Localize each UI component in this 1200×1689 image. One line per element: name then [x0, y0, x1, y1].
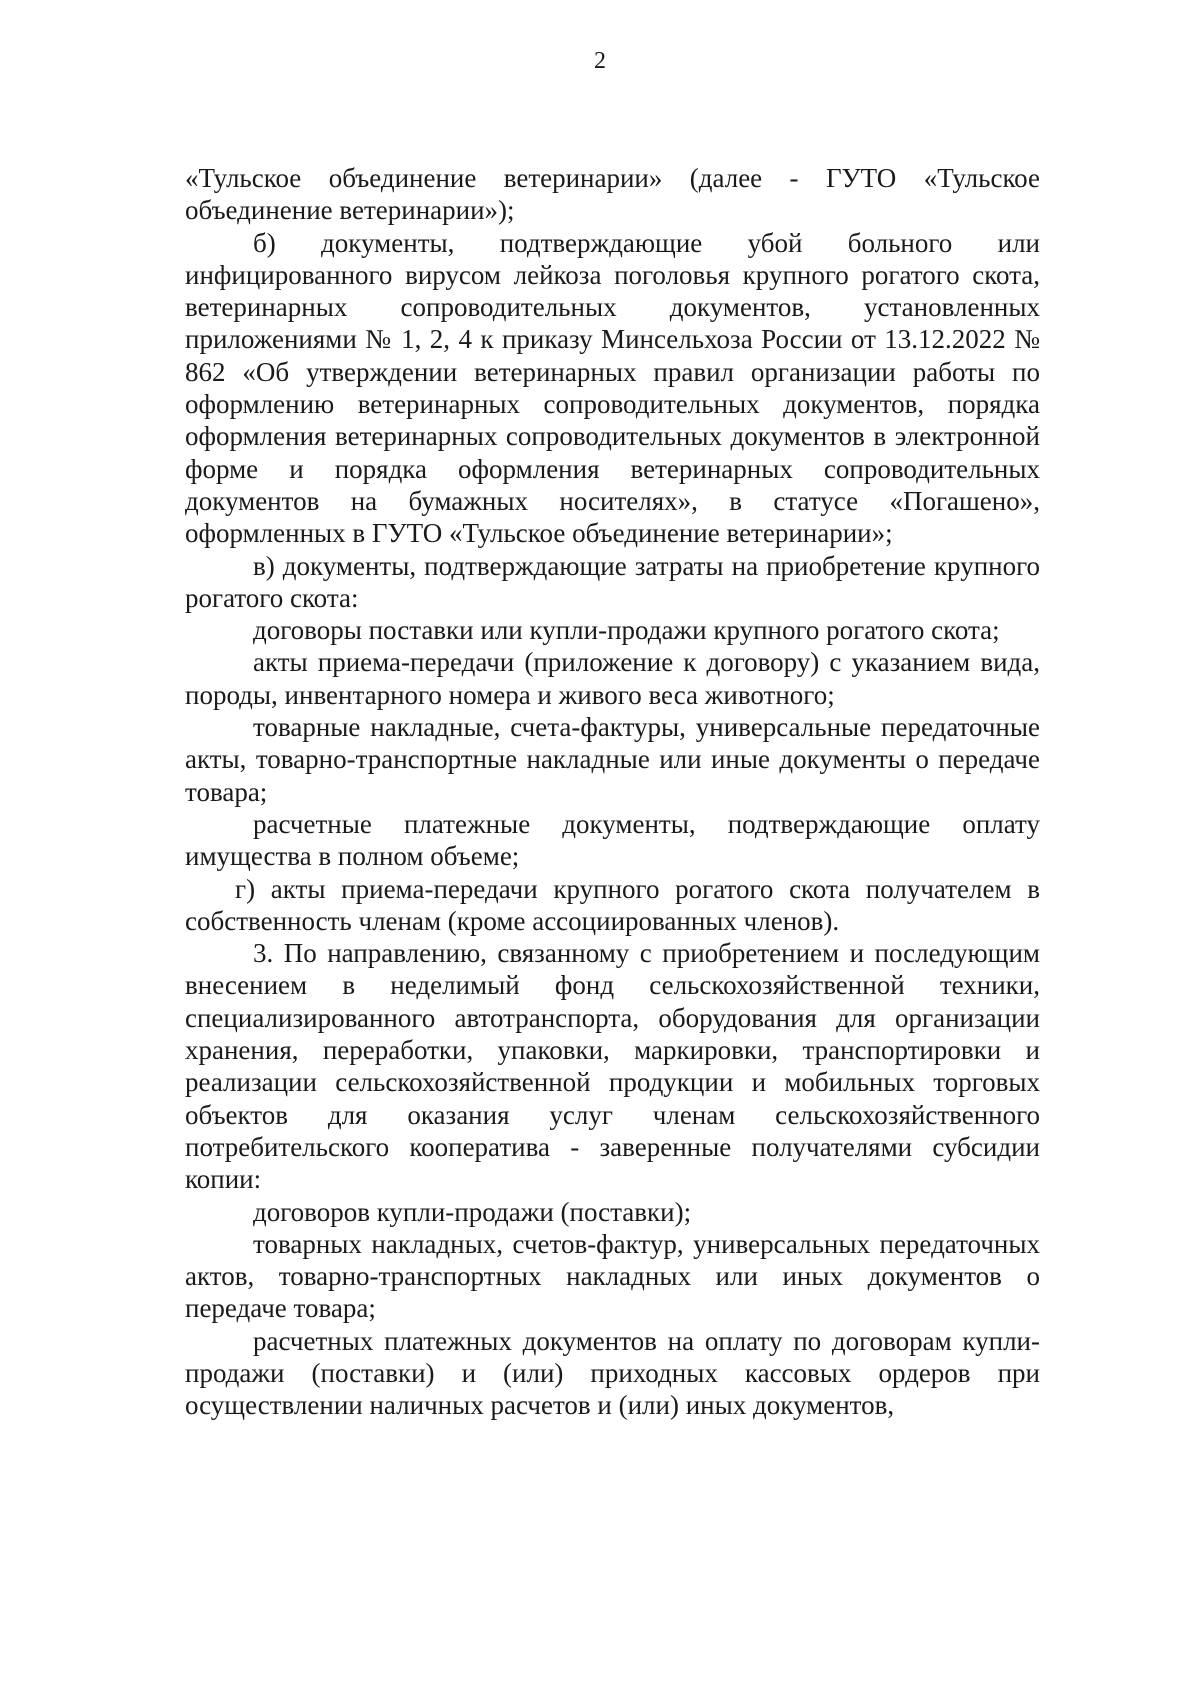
page-number: 2 [594, 48, 606, 74]
paragraph-invoices: товарные накладные, счета-фактуры, универсальные передаточные акты, товарно-транспортные накладные или иные документы о передаче товара; [185, 712, 1040, 807]
paragraph-section-3: 3. По направлению, связанному с приобретением и последующим внесением в неделимый фонд сельскохозяйственной техники, специализированного автотранспорта, оборудования для организации хранения, переработки, упаковки, маркировки, транспортировки и реализации сельскохозяйственной продукции и мобильных торговых объектов для оказания услуг членам сельскохозяйственного потребительского кооператива - заверенные получателями субсидии копии: [185, 938, 1040, 1195]
paragraph-acceptance-acts: акты приема-передачи (приложение к договору) с указанием вида, породы, инвентарного номера и живого веса животного; [185, 647, 1040, 710]
paragraph-contracts: договоры поставки или купли-продажи крупного рогатого скота; [253, 615, 1000, 646]
paragraph-item-b: б) документы, подтверждающие убой больного или инфицированного вирусом лейкоза поголовья крупного рогатого скота, ветеринарных сопроводительных документов, установленных приложениями № 1, 2, 4 к приказу Минсельхоза России от 13.12.2022 № 862 «Об утверждении ветеринарных правил организации работы по оформлению ветеринарных сопроводительных документов, порядка оформления ветеринарных сопроводительных документов в электронной форме и порядка оформления ветеринарных сопроводительных документов на бумажных носителях», в статусе «Погашено», оформленных в ГУТО «Тульское объединение ветеринарии»; [185, 227, 1040, 549]
paragraph-item-g: г) акты приема-передачи крупного рогатого скота получателем в собственность членам (кроме ассоциированных членов). [185, 873, 1040, 936]
paragraph-purchase-contracts: договоров купли-продажи (поставки); [253, 1196, 692, 1227]
paragraph-continuation: «Тульское объединение ветеринарии» (далее - ГУТО «Тульское объединение ветеринарии»); [185, 163, 1040, 226]
paragraph-settlement-documents: расчетных платежных документов на оплату по договорам купли-продажи (поставки) и (или) приходных кассовых ордеров при осуществлении наличных расчетов и (или) иных документов, [185, 1325, 1040, 1421]
paragraph-payment-documents: расчетные платежные документы, подтверждающие оплату имущества в полном объеме; [185, 808, 1040, 872]
paragraph-item-v: в) документы, подтверждающие затраты на приобретение крупного рогатого скота: [185, 550, 1040, 613]
paragraph-waybills: товарных накладных, счетов-фактур, универсальных передаточных актов, товарно-транспортных накладных или иных документов о передаче товара; [185, 1228, 1040, 1324]
document-body [185, 162, 1040, 1422]
